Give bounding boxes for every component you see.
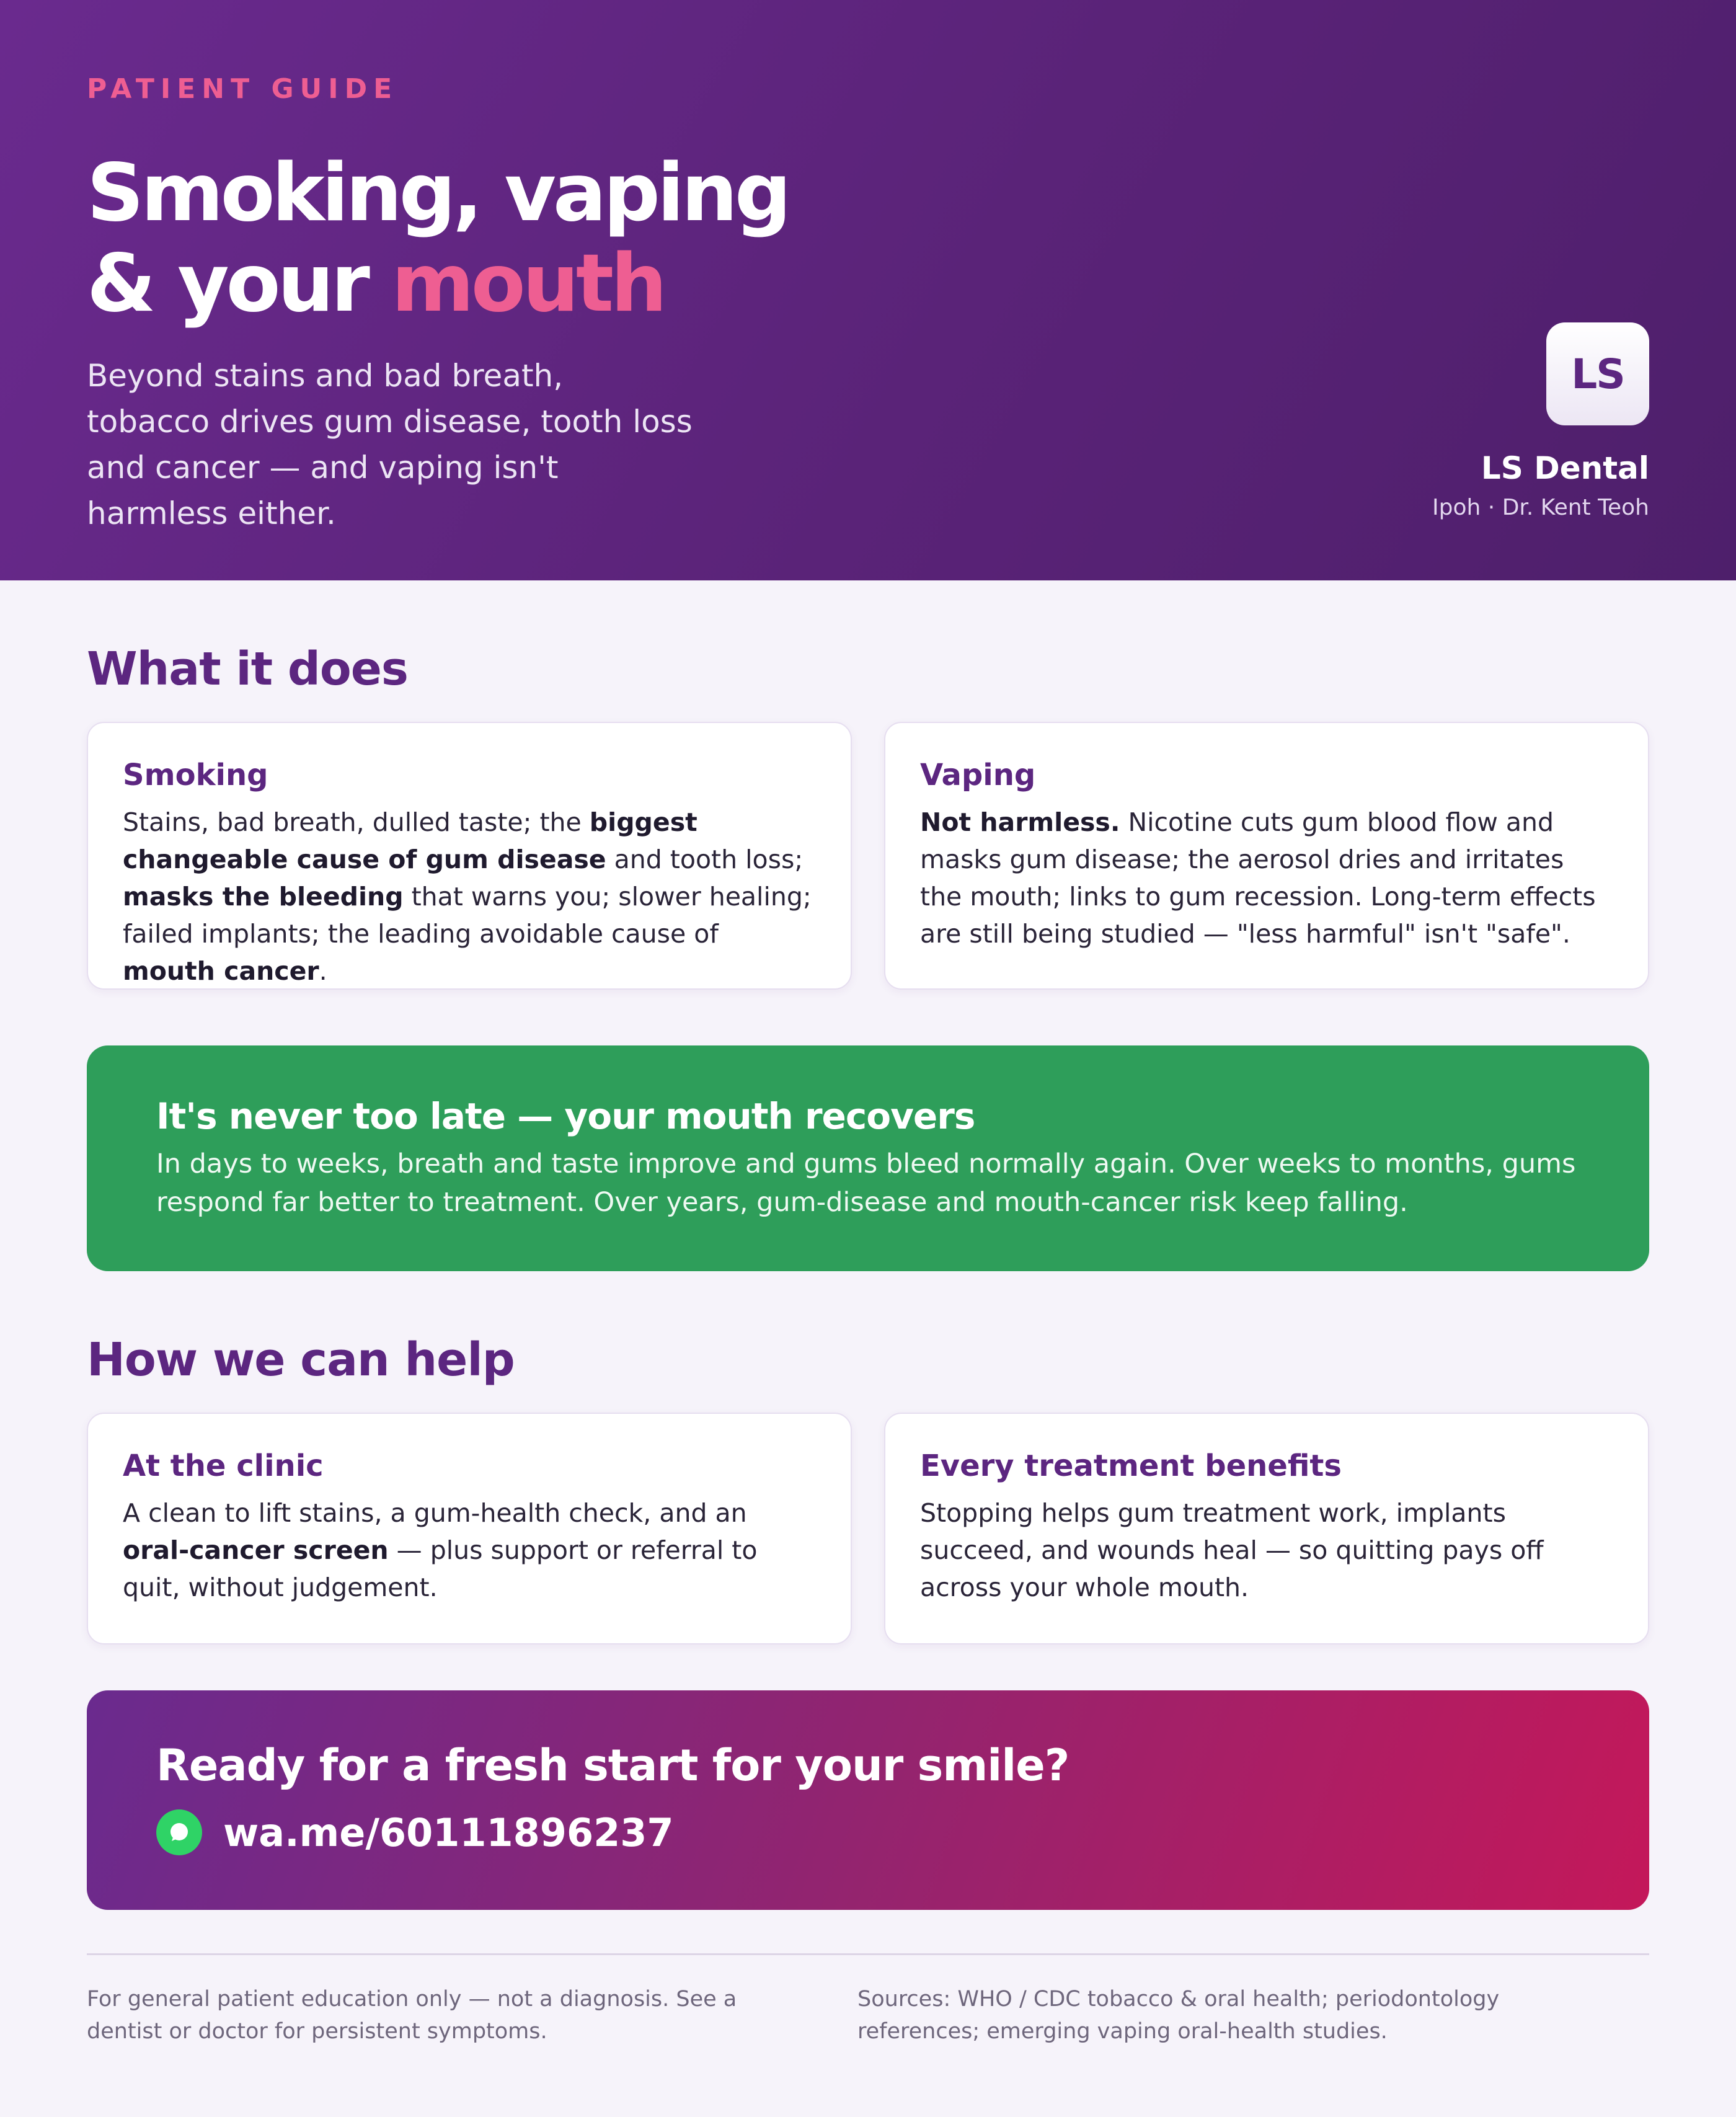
text-span: Nicotine cuts gum blood flow and masks gum disease; the aerosol dries and irritates the mouth; links to gum recession. Long-term effects are still being studied — "less harmful" isn't "safe". — [920, 807, 1596, 949]
smoking-card-body — [123, 804, 816, 990]
section-title-what-it-does: What it does — [87, 642, 408, 696]
cta-banner — [87, 1690, 1649, 1910]
clinic-card-title: At the clinic — [123, 1449, 324, 1483]
eyebrow: PATIENT GUIDE — [87, 73, 399, 105]
clinic-card — [87, 1413, 852, 1644]
benefits-card-title: Every treatment benefits — [920, 1449, 1342, 1483]
emphasis: biggest changeable cause of gum disease — [123, 807, 698, 874]
text-span: that warns you; slower healing; failed implants; the leading avoidable cause of — [123, 882, 812, 949]
title-line-2: & your — [87, 237, 392, 330]
whatsapp-icon — [156, 1809, 202, 1855]
footer-divider — [87, 1953, 1649, 1955]
title-line-1: Smoking, vaping — [87, 147, 789, 239]
brand-logo: LS — [1546, 322, 1649, 425]
recovery-banner — [87, 1045, 1649, 1271]
clinic-card-body — [123, 1494, 816, 1606]
footer-disclaimer: For general patient education only — not a diagnosis. See a dentist or doctor for persistent symptoms. — [87, 1987, 737, 2044]
emphasis: masks the bleeding — [123, 882, 404, 912]
text-span: — plus support or referral to quit, without judgement. — [123, 1535, 758, 1602]
section-title-how-we-can-help: How we can help — [87, 1333, 515, 1387]
text-span: and tooth loss; — [606, 845, 804, 874]
recovery-title: It's never too late — your mouth recovers — [156, 1095, 975, 1137]
text-span: A clean to lift stains, a gum-health check, and an — [123, 1498, 747, 1528]
smoking-card — [87, 722, 852, 990]
brand-name: LS Dental — [1481, 450, 1649, 486]
emphasis: Not harmless. — [920, 807, 1120, 837]
hero-subtitle: Beyond stains and bad breath, tobacco drives gum disease, tooth loss and cancer — and vaping isn't harmless either. — [87, 358, 693, 531]
smoking-card-title: Smoking — [123, 758, 268, 792]
cta-contact-row — [156, 1809, 1580, 1855]
page-title — [87, 148, 1649, 329]
vaping-card-title: Vaping — [920, 758, 1036, 792]
benefits-card-body: Stopping helps gum treatment work, implants succeed, and wounds heal — so quitting pays off across your whole mouth. — [920, 1498, 1544, 1602]
title-accent: mouth — [391, 237, 665, 330]
hero-header — [0, 0, 1736, 580]
brand-block — [1432, 322, 1649, 520]
vaping-card-body — [920, 804, 1613, 952]
recovery-body: In days to weeks, breath and taste improve and gums bleed normally again. Over weeks to months, gums respond far better to treatment. Over years, gum-disease and mouth-cancer risk keep falling. — [156, 1148, 1576, 1218]
cta-title: Ready for a fresh start for your smile? — [156, 1740, 1070, 1791]
footer-sources: Sources: WHO / CDC tobacco & oral health; periodontology references; emerging vaping oral-health studies. — [857, 1987, 1500, 2044]
text-span: . — [319, 956, 327, 986]
vaping-card — [884, 722, 1649, 990]
benefits-card — [884, 1413, 1649, 1644]
emphasis: mouth cancer — [123, 956, 319, 986]
emphasis: oral-cancer screen — [123, 1535, 389, 1565]
whatsapp-link[interactable]: wa.me/60111896237 — [223, 1809, 674, 1855]
brand-location: Ipoh · Dr. Kent Teoh — [1432, 495, 1649, 520]
text-span: Stains, bad breath, dulled taste; the — [123, 807, 590, 837]
